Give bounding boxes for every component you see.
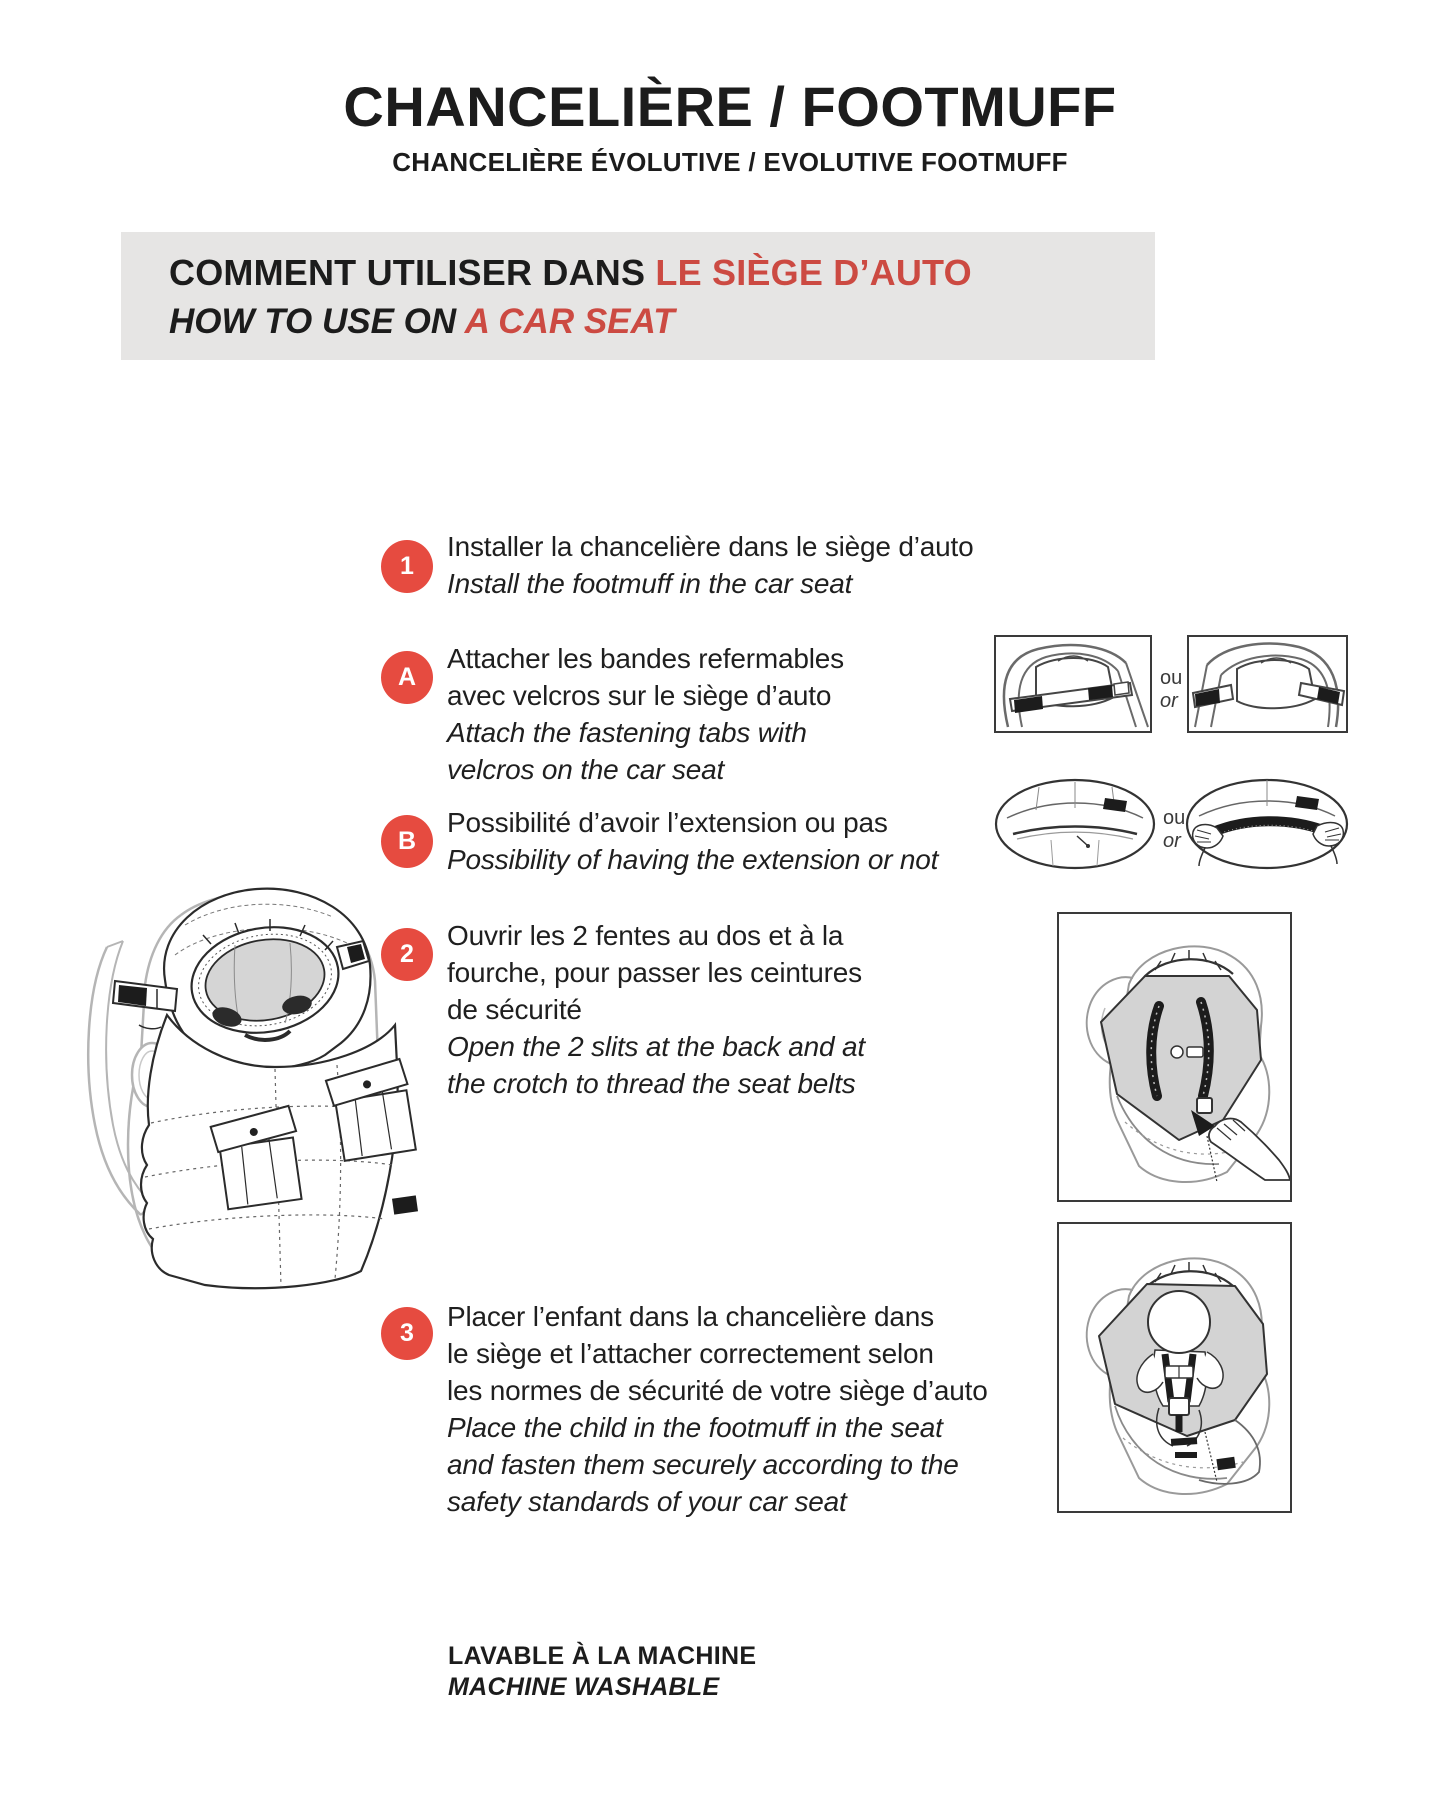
car-seat-two-tabs-illustration [1187,635,1348,733]
step-1-fr-line: Installer la chancelière dans le siège d’auto [447,531,974,562]
step-1-badge [381,540,433,593]
banner-fr-accent: LE SIÈGE D’AUTO [655,252,972,293]
or-connector-a [1160,667,1182,713]
car-seat-two-tabs-drawing [1189,637,1346,731]
step-3-fr-line: le siège et l’attacher correctement selon [447,1338,934,1369]
step-b-letter: B [397,827,417,855]
hands-attaching-extension-drawing [1185,778,1350,871]
car-seat-strap-attached-illustration [994,635,1152,733]
connector-en: or [1163,830,1181,852]
page-subtitle: CHANCELIÈRE ÉVOLUTIVE / EVOLUTIVE FOOTMUFF [392,147,1068,177]
footmuff-drawing [85,885,420,1290]
step-b-en-line: Possibility of having the extension or not [447,844,939,875]
car-seat-strap-attached-drawing [996,637,1150,731]
step-3-en-line: safety standards of your car seat [447,1486,847,1517]
banner-en-prefix: HOW TO USE ON [169,302,465,341]
step-a-en-line: velcros on the car seat [447,754,725,785]
step-a-text [447,640,844,788]
step-2-fr-line: Ouvrir les 2 fentes au dos et à la [447,920,844,951]
banner-line-en [169,302,675,342]
step-a-fr-line: Attacher les bandes refermables [447,643,844,674]
step-a-en-line: Attach the fastening tabs with [447,717,807,748]
washing-note-en: MACHINE WASHABLE [448,1673,720,1701]
open-slits-thread-seatbelt-drawing [1059,914,1290,1200]
hands-attaching-extension-illustration [1185,778,1350,871]
step-1-number: 1 [400,552,414,580]
open-slits-thread-seatbelt-illustration [1057,912,1292,1202]
footmuff-bottom-zipper-illustration [993,778,1157,871]
step-b-fr-line: Possibilité d’avoir l’extension ou pas [447,807,888,838]
step-a-fr-line: avec velcros sur le siège d’auto [447,680,832,711]
step-1-en-line: Install the footmuff in the car seat [447,568,853,599]
step-2-number: 2 [400,940,414,968]
step-3-fr-line: Placer l’enfant dans la chancelière dans [447,1301,934,1332]
step-3-text [447,1298,988,1520]
banner-fr-prefix: COMMENT UTILISER DANS [169,252,656,293]
step-3-number: 3 [400,1319,414,1347]
or-connector-b [1163,807,1185,853]
page-title: CHANCELIÈRE / FOOTMUFF [343,75,1117,138]
washing-note [448,1641,756,1703]
section-banner [121,232,1155,360]
step-1-text [447,528,973,602]
step-3-fr-line: les normes de sécurité de votre siège d’auto [447,1375,988,1406]
step-3-en-line: and fasten them securely according to the [447,1449,959,1480]
washing-note-fr: LAVABLE À LA MACHINE [448,1642,757,1670]
step-2-fr-line: fourche, pour passer les ceintures [447,957,862,988]
step-2-en-line: the crotch to thread the seat belts [447,1068,856,1099]
connector-fr: ou [1163,807,1186,829]
banner-line-fr [169,252,972,294]
step-3-en-line: Place the child in the footmuff in the seat [447,1412,943,1443]
step-2-fr-line: de sécurité [447,994,582,1025]
child-fastened-in-seat-drawing [1059,1224,1290,1511]
step-2-en-line: Open the 2 slits at the back and at [447,1031,865,1062]
step-b-badge [381,815,433,868]
step-a-badge [381,651,433,704]
step-a-letter: A [397,663,417,691]
connector-en: or [1160,690,1178,712]
banner-en-accent: A CAR SEAT [464,302,675,341]
footmuff-bottom-zipper-drawing [993,778,1157,871]
step-2-text [447,917,865,1102]
step-3-badge [381,1307,433,1360]
child-fastened-in-seat-illustration [1057,1222,1292,1513]
step-b-text [447,804,938,878]
connector-fr: ou [1160,667,1183,689]
footmuff-in-car-seat-illustration [85,885,420,1290]
